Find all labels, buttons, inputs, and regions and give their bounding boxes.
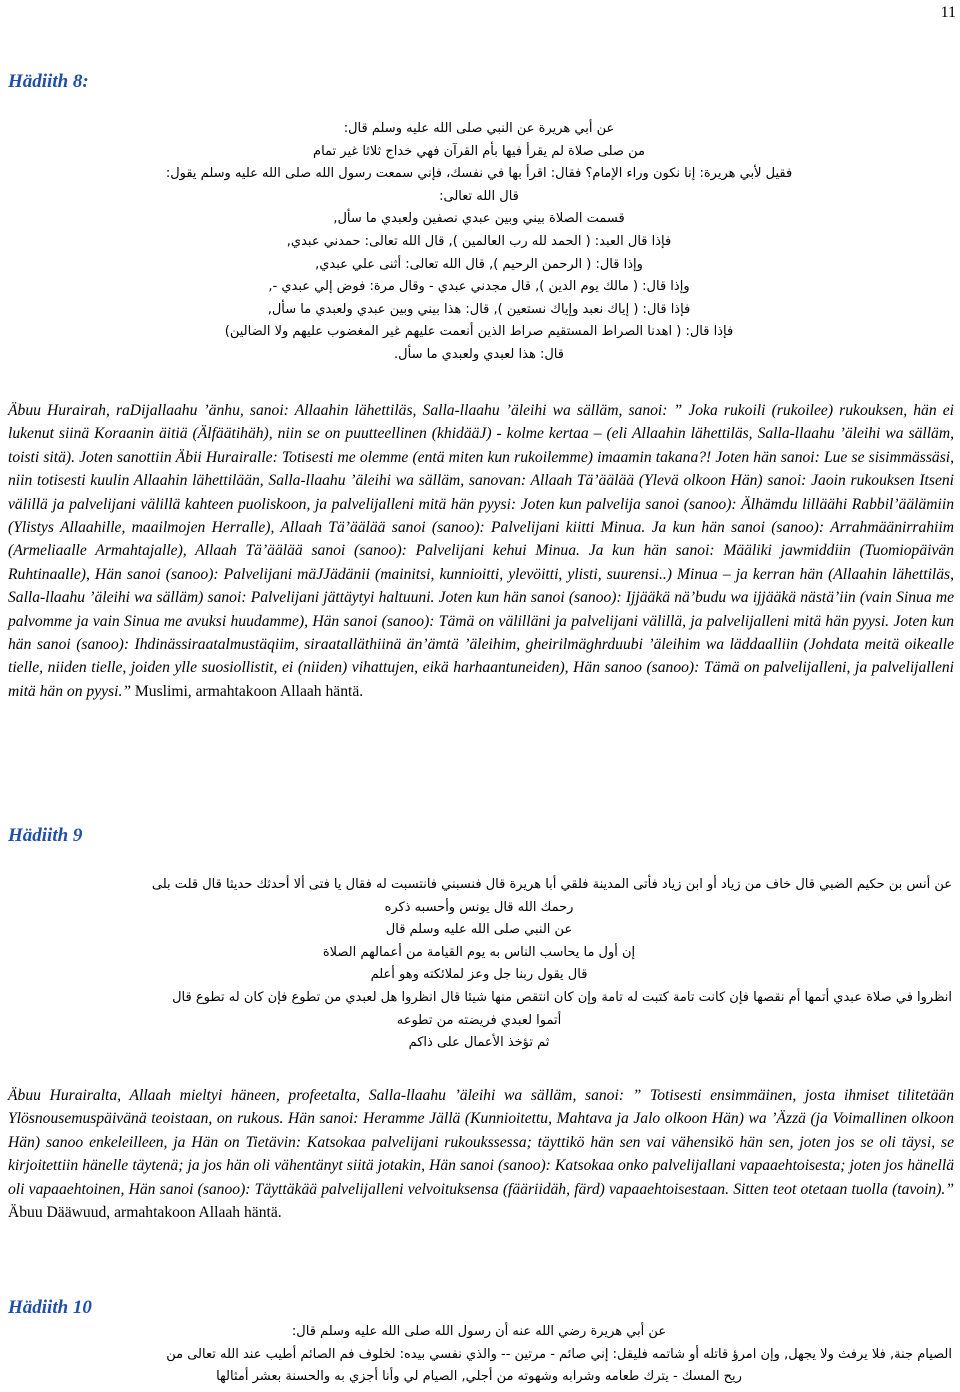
arabic-line: قسمت الصلاة بيني وبين عبدي نصفين ولعبدي ما سأل,	[333, 211, 625, 227]
arabic-line: إن أول ما يحاسب الناس به يوم القيامة من أعمالهم الصلاة	[322, 944, 636, 960]
translation-text: Äbuu Hurairah, raDijallaahu ’änhu, sanoi: Allaahin lähettiläs, Salla-llaahu ’äleihi wa sälläm, sanoi: ” Joka rukoili (rukoilee) rukouksen, hän ei lukenut siinä Koraanin äitiä (Älfäätihäh), niin se on puutteellinen (khidääJ) - kolme kertaa – (eli Allaahin lähettiläs, Salla-llaahu ’äleihi wa sälläm, toisti sitä). Joten sanottiin Äbii Hurairalle: Totisesti me olemme (entä miten kun rukoilemme) imaamin takana?! Joten hän sanoi: Lue se sisimmässäsi, niin totisesti kuulin Allaahin lähettilään, Salla-llaahu ’äleihi wa sälläm, sanovan: Allaah Tä’äälää (Ylevä olkoon Hän) sanoi: Jaoin rukouksen Itseni välillä ja palvelijani välillä kahteen puoliskoon, ja palvelijalleni mitä hän pyysi: Joten kun palvelija sanoi (sanoo): Älhämdu lilläähi Rabbil’äälämiin (Ylistys Allaahille, maailmojen Herralle), Allaah Tä’äälää sanoi (sanoo): Palvelijani kiitti Minua. Ja kun hän sanoi (sanoo): Arrahmäänirrahiim (Armeliaalle Armahtajalle), Allaah Tä’äälää sanoi (sanoo): Palvelijani kehui Minua. Ja kun hän sanoi: Määliki jawmiddiin (Tuomiopäivän Ruhtinaalle), Hän sanoi (sanoo): Palvelijani mäJJädänii (mainitsi, kunnioitti, ylevöitti, ylisti, suurensi..) Minua – ja kerran hän (Allaahin lähettiläs, Salla-llaahu ’äleihi wa sälläm) sanoi: Palvelijani jättäytyi haltuuni. Joten kun hän sanoi (sanoo): Ijjääkä nä’budu wa ijjääkä nästä’iin (vain Sinua me palvomme ja vain Sinua me avuksi huudamme), Hän sanoi (sanoo): Tämä on välilläni ja palvelijani välillä, ja palvelijalleni mitä hän pyysi. Joten kun hän sanoi (sanoo): Ihdinässiraatalmustäqiim, siraatalläthiinä än’ämtä ’äleihim, gheirilmäghrduubi ’äleihim wa läddaalliin (Johdata meitä oikealle tielle, niiden tielle, joiden ylle suosiollistit, ei (niiden) vihattujen, eikä harhaantuneiden), Hän sanoo (sanoo): Tämä on palvelijalleni, ja palvelijalleni mitä hän on pyysi.”	[8, 402, 954, 700]
arabic-line: قال: هذا لعبدي ولعبدي ما سأل.	[394, 346, 564, 362]
arabic-line: عن أبي هريرة عن النبي صلى الله عليه وسلم قال:	[343, 121, 615, 136]
arabic-line: الصيام جنة, فلا يرفث ولا يجهل, وإن امرؤ قاتله أو شاتمه فليقل: إني صائم - مرتين -- والذي نفسي بيده: لخلوف فم الصائم أطيب عند الله تعالى من	[166, 1346, 952, 1362]
arabic-line: فإذا قال: ( اهدنا الصراط المستقيم صراط الذين أنعمت عليهم غير المغضوب عليهم ولا الضالين)	[224, 324, 734, 340]
arabic-line: قال الله تعالى:	[439, 188, 519, 204]
hadith-source: Muslimi, armahtakoon Allaah häntä.	[134, 682, 364, 700]
hadith-9-arabic-text	[6, 874, 952, 1055]
arabic-line: أتموا لعبدي فريضته من تطوعه	[396, 1012, 562, 1028]
arabic-line: وإذا قال: ( مالك يوم الدين ), قال مجدني عبدي - وقال مرة: فوض إلي عبدي -,	[268, 279, 690, 295]
hadith-10-arabic-text	[6, 1321, 952, 1389]
hadith-8-arabic-text	[6, 118, 952, 367]
page-number: 11	[940, 4, 956, 21]
arabic-line: ثم تؤخذ الأعمال على ذاكم	[408, 1035, 550, 1051]
hadith-10-heading: Hädiith 10	[8, 1297, 92, 1318]
hadith-9-translation	[8, 1084, 954, 1224]
hadith-8-translation	[8, 399, 954, 703]
arabic-line: قال يقول ربنا جل وعز لملائكته وهو أعلم	[370, 967, 588, 983]
arabic-line: فإذا قال: ( إياك نعبد وإياك نستعين ), قال: هذا بيني وبين عبدي ولعبدي ما سأل,	[267, 301, 691, 317]
arabic-line: فقيل لأبي هريرة: إنا نكون وراء الإمام؟ فقال: اقرأ بها في نفسك، فإني سمعت رسول الله صلى الله عليه وسلم يقول:	[165, 166, 793, 182]
arabic-line: فإذا قال العبد: ( الحمد لله رب العالمين ), قال الله تعالى: حمدني عبدي,	[286, 233, 672, 249]
hadith-8-heading: Hädiith 8:	[8, 71, 89, 92]
arabic-line: وإذا قال: ( الرحمن الرحيم ), قال الله تعالى: أثنى علي عبدي,	[315, 256, 643, 272]
arabic-line: انظروا في صلاة عبدي أتمها أم نقصها فإن كانت تامة كتبت له تامة وإن كان انتقص منها شيئا قال انظروا هل لعبدي من تطوع فإن كان له تطوع قال	[172, 989, 952, 1005]
hadith-9-heading: Hädiith 9	[8, 825, 83, 846]
arabic-line: من صلى صلاة لم يقرأ فيها بأم القرآن فهي خداج ثلاثا غير تمام	[313, 143, 645, 159]
arabic-line: رحمك الله قال يونس وأحسبه ذكره	[384, 899, 574, 915]
arabic-line: عن النبي صلى الله عليه وسلم قال	[385, 922, 573, 938]
arabic-line: عن أبي هريرة رضي الله عنه أن رسول الله صلى الله عليه وسلم قال:	[291, 1324, 667, 1339]
hadith-source: Äbuu Dääwuud, armahtakoon Allaah häntä.	[8, 1204, 282, 1222]
translation-text: Äbuu Hurairalta, Allaah mieltyi häneen, profeetalta, Salla-llaahu ’äleihi wa sälläm, sanoi: ” Totisesti ensimmäinen, josta ihmiset tilitetään Ylösnousemuspäivänä teoistaan, on rukous. Hän sanoi: Heramme Jällä (Kunnioitettu, Mahtava ja Jalo olkoon Hän) wa ’Äzzä (ja Voimallinen olkoon Hän) sanoo enkeleilleen, ja Hän on Tietävin: Katsokaa palvelijani rukoukssessa; täyttikö hän sen vai vähensikö hän sen, joten jos se oli täysi, se kirjoitettiin hänelle täytenä; ja jos hän oli vähentänyt siitä jotakin, Hän sanoi (sanoo): Katsokaa onko palvelijallani vapaaehtoisesta; joten jos hänellä oli vapaaehtoinen, Hän sanoi (sanoo): Täyttäkää palvelijalleni velvoituksensa (fääriidäh, färd) vapaaehtoisestaan. Sitten teot otetaan tuolla (tavoin).”	[8, 1087, 954, 1198]
arabic-line: ريح المسك - يترك طعامه وشرابه وشهوته من أجلي, الصيام لي وأنا أجزي به والحسنة بعشر أمثالها	[216, 1369, 742, 1385]
arabic-line: عن أنس بن حكيم الضبي قال خاف من زياد أو ابن زياد فأتى المدينة فلقي أبا هريرة قال فنسبني فانتسبت له فقال يا فتى ألا أحدثك حديثا قال قلت بلى	[151, 877, 952, 892]
